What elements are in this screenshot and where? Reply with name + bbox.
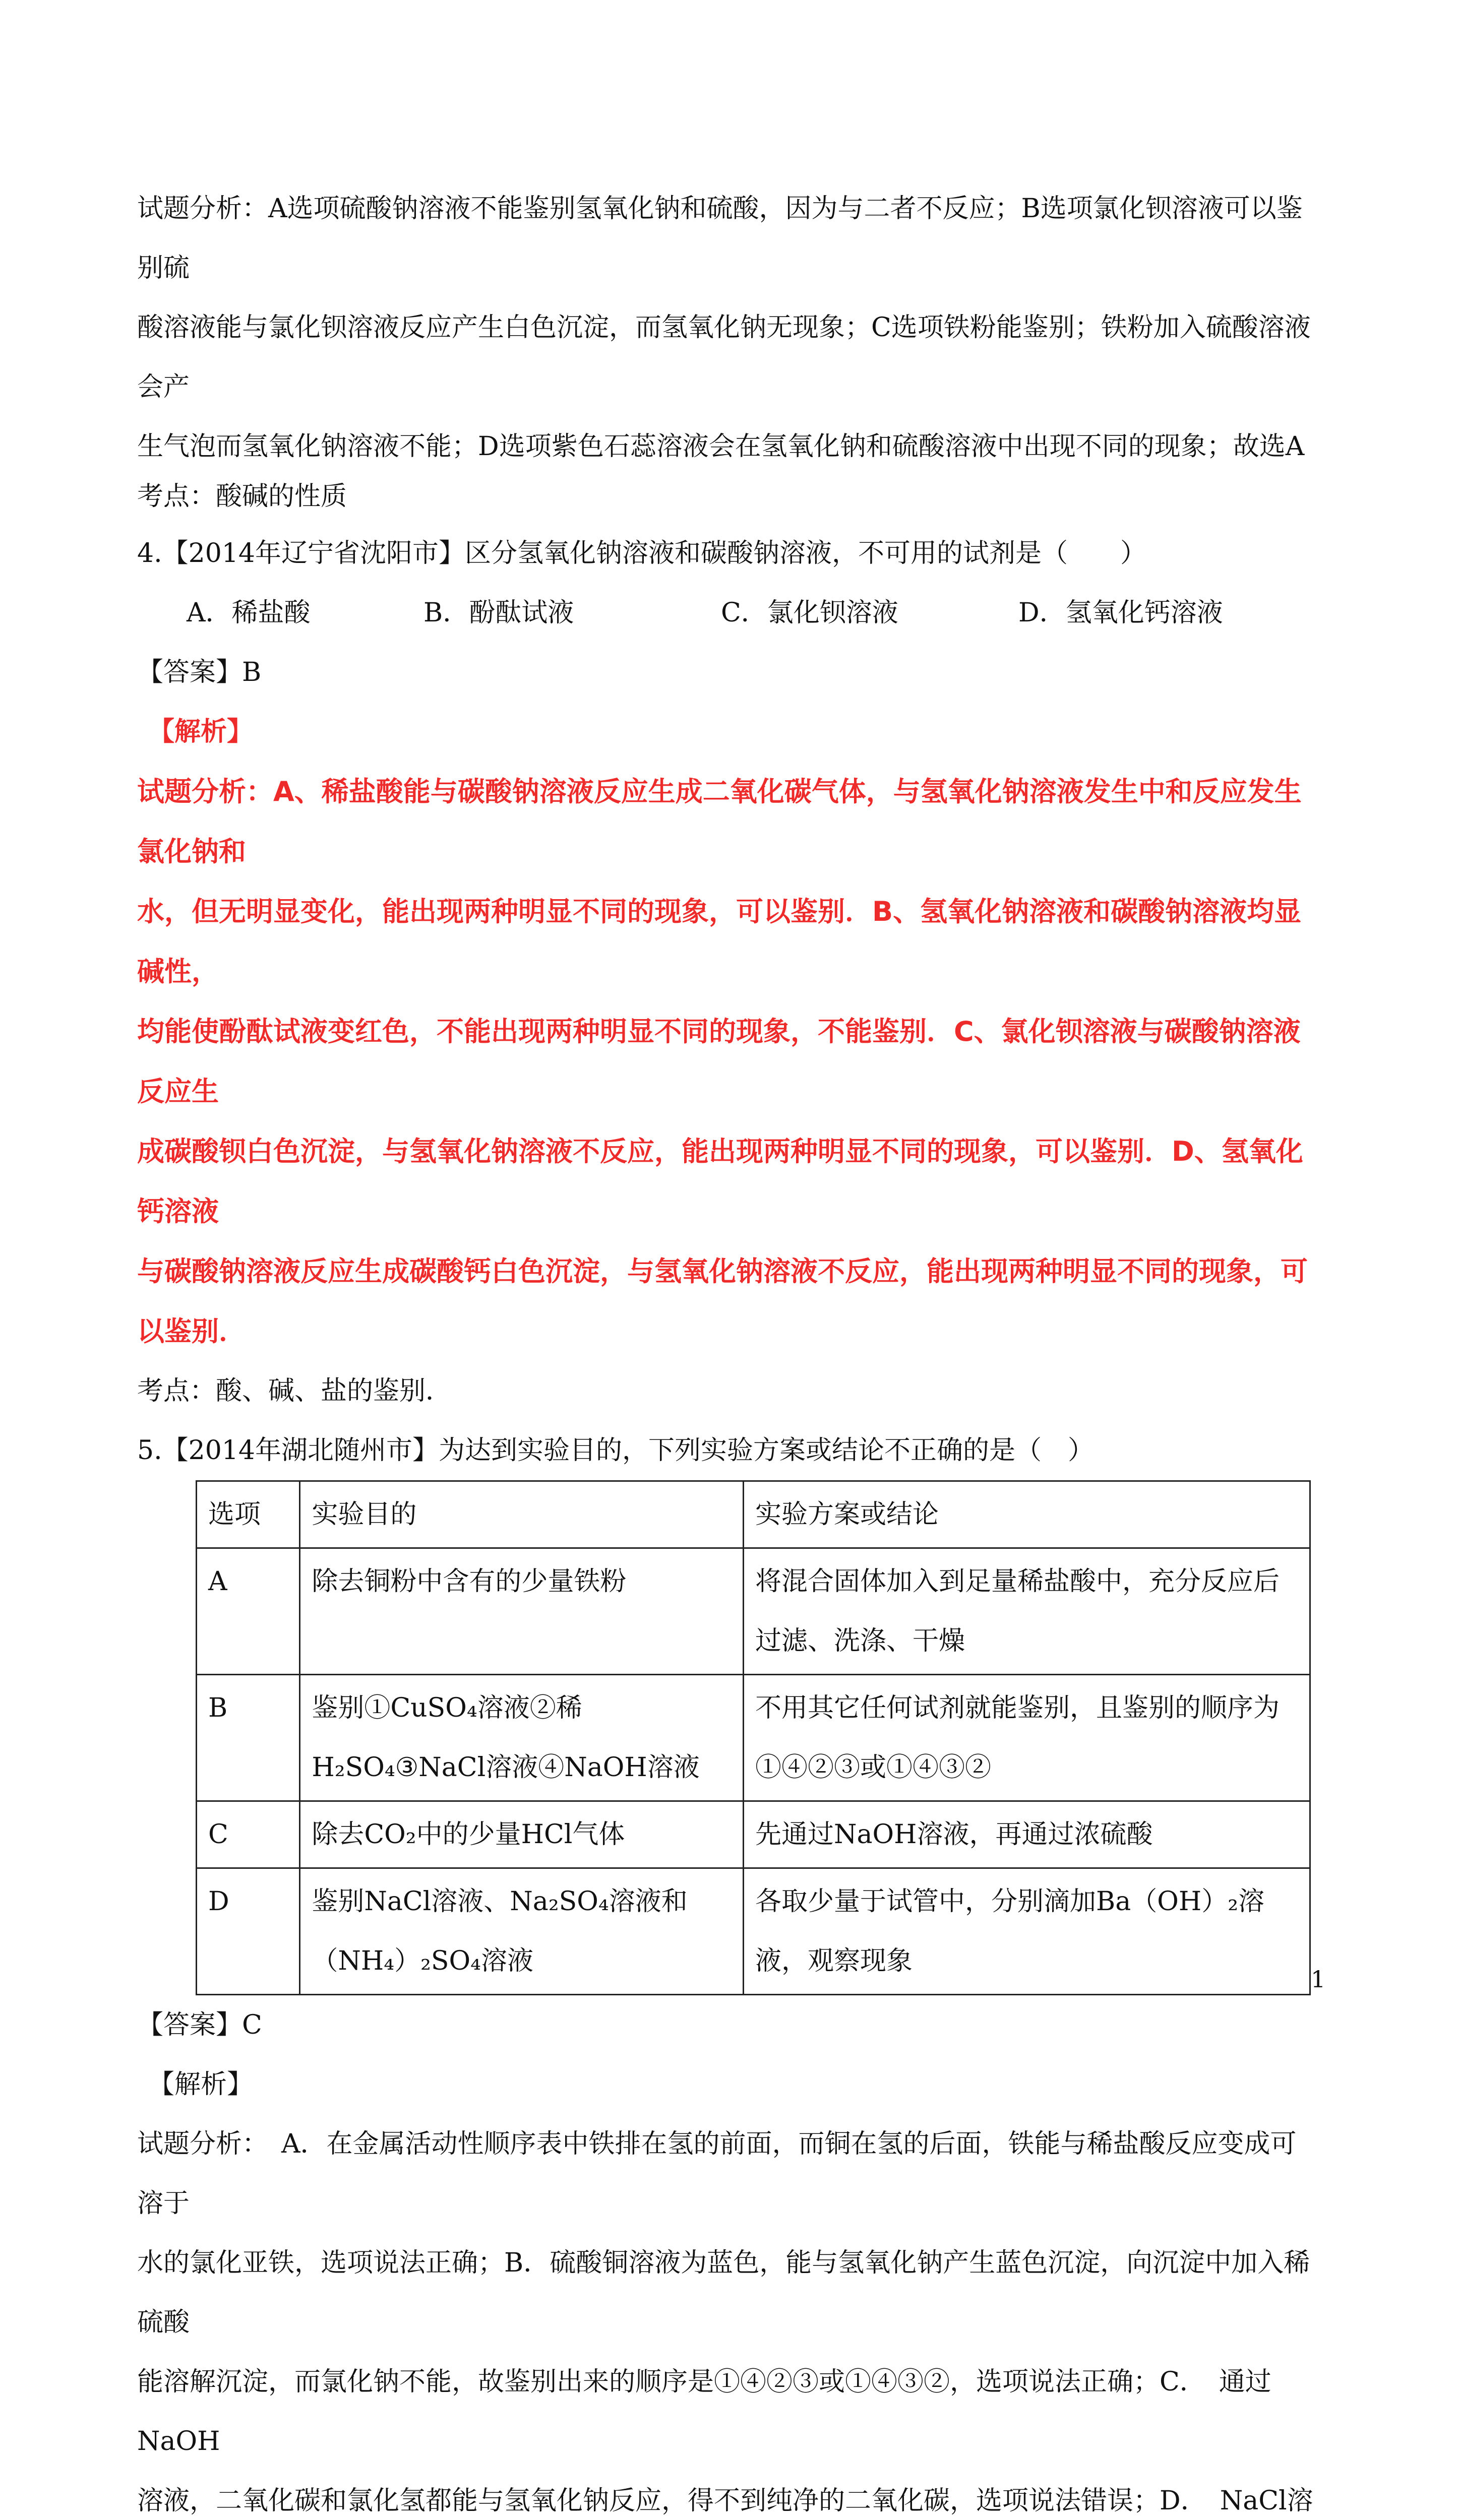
option-c: C．氯化钡溶液 (721, 598, 898, 628)
experiment-table (196, 1480, 1311, 1995)
option-a: A．稀盐酸 (187, 598, 311, 628)
analysis-line: 与碳酸钠溶液反应生成碳酸钙白色沉淀，与氢氧化钠溶液不反应，能出现两种明显不同的现象，可以鉴别． (137, 1255, 1308, 1347)
table-header: 实验方案或结论 (744, 1481, 1310, 1548)
analysis-line: 水，但无明显变化，能出现两种明显不同的现象，可以鉴别．B、氢氧化钠溶液和碳酸钠溶液均显碱性， (137, 896, 1302, 987)
table-cell: B (197, 1675, 300, 1801)
table-cell: 先通过NaOH溶液，再通过浓硫酸 (744, 1801, 1310, 1868)
kaodian: 考点：酸碱的性质 (137, 481, 347, 512)
option-b: B．酚酞试液 (423, 598, 574, 628)
answer-label: 【答案】C (137, 2010, 262, 2040)
analysis-line: 试题分析： A．在金属活动性顺序表中铁排在氢的前面，而铜在氢的后面，铁能与稀盐酸反应变成可溶于 (137, 2129, 1297, 2219)
table-cell: 各取少量于试管中，分别滴加Ba（OH）₂溶液，观察现象 (744, 1868, 1310, 1995)
table-cell: 不用其它任何试剂就能鉴别，且鉴别的顺序为①④②③或①④③② (744, 1675, 1310, 1801)
table-cell: 除去CO₂中的少量HCl气体 (300, 1801, 744, 1868)
analysis-line: 试题分析：A、稀盐酸能与碳酸钠溶液反应生成二氧化碳气体，与氢氧化钠溶液发生中和反应发生氯化钠和 (137, 776, 1302, 867)
question-4-options (137, 583, 1322, 643)
table-cell: A (197, 1548, 300, 1675)
analysis-line: 均能使酚酞试液变红色，不能出现两种明显不同的现象，不能鉴别．C、氯化钡溶液与碳酸钠溶液反应生 (137, 1016, 1301, 1107)
table-cell: D (197, 1868, 300, 1995)
jiexi-heading: 【解析】 (148, 2069, 254, 2100)
analysis-line: 成碳酸钡白色沉淀，与氢氧化钠溶液不反应，能出现两种明显不同的现象，可以鉴别．D、氢氧化钙溶液 (137, 1136, 1303, 1227)
jiexi-heading: 【解析】 (148, 716, 254, 747)
analysis-line: 试题分析：A选项硫酸钠溶液不能鉴别氢氧化钠和硫酸，因为与二者不反应；B选项氯化钡溶液可以鉴别硫 (137, 194, 1303, 283)
table-row (197, 1548, 1310, 1675)
table-cell: 鉴别NaCl溶液、Na₂SO₄溶液和（NH₄）₂SO₄溶液 (300, 1868, 744, 1995)
page-content (137, 179, 1322, 2520)
analysis-line: 酸溶液能与氯化钡溶液反应产生白色沉淀，而氢氧化钠无现象；C选项铁粉能鉴别；铁粉加入硫酸溶液会产 (137, 312, 1311, 402)
analysis-line: 能溶解沉淀，而氯化钠不能，故鉴别出来的顺序是①④②③或①④③②，选项说法正确；C． 通过NaOH (137, 2367, 1271, 2456)
question-5-stem: 5.【2014年湖北随州市】为达到实验目的，下列实验方案或结论不正确的是（ ） (137, 1435, 1094, 1466)
table-row (197, 1868, 1310, 1995)
table-cell: 除去铜粉中含有的少量铁粉 (300, 1548, 744, 1675)
analysis-line: 溶液，二氧化碳和氯化氢都能与氢氧化钠反应，得不到纯净的二氧化碳，选项说法错误；D． NaCl溶 (137, 2486, 1313, 2516)
table-header-row (197, 1481, 1310, 1548)
answer-label: 【答案】B (137, 657, 262, 687)
question-4-stem: 4.【2014年辽宁省沈阳市】区分氢氧化钠溶液和碳酸钠溶液，不可用的试剂是（ ） (137, 538, 1146, 569)
table-cell: C (197, 1801, 300, 1868)
kaodian: 考点：酸、碱、盐的鉴别． (137, 1376, 452, 1406)
table-row (197, 1801, 1310, 1868)
page-number: 1 (1311, 1966, 1326, 1993)
table-row (197, 1675, 1310, 1801)
table-header: 实验目的 (300, 1481, 744, 1548)
analysis-line: 生气泡而氢氧化钠溶液不能；D选项紫色石蕊溶液会在氢氧化钠和硫酸溶液中出现不同的现象；故选A (137, 431, 1305, 462)
option-d: D．氢氧化钙溶液 (1018, 598, 1223, 628)
table-cell: 将混合固体加入到足量稀盐酸中，充分反应后过滤、洗涤、干燥 (744, 1548, 1310, 1675)
table-header: 选项 (197, 1481, 300, 1548)
analysis-line: 水的氯化亚铁，选项说法正确；B．硫酸铜溶液为蓝色，能与氢氧化钠产生蓝色沉淀，向沉淀中加入稀硫酸 (137, 2248, 1310, 2338)
table-cell: 鉴别①CuSO₄溶液②稀H₂SO₄③NaCl溶液④NaOH溶液 (300, 1675, 744, 1801)
